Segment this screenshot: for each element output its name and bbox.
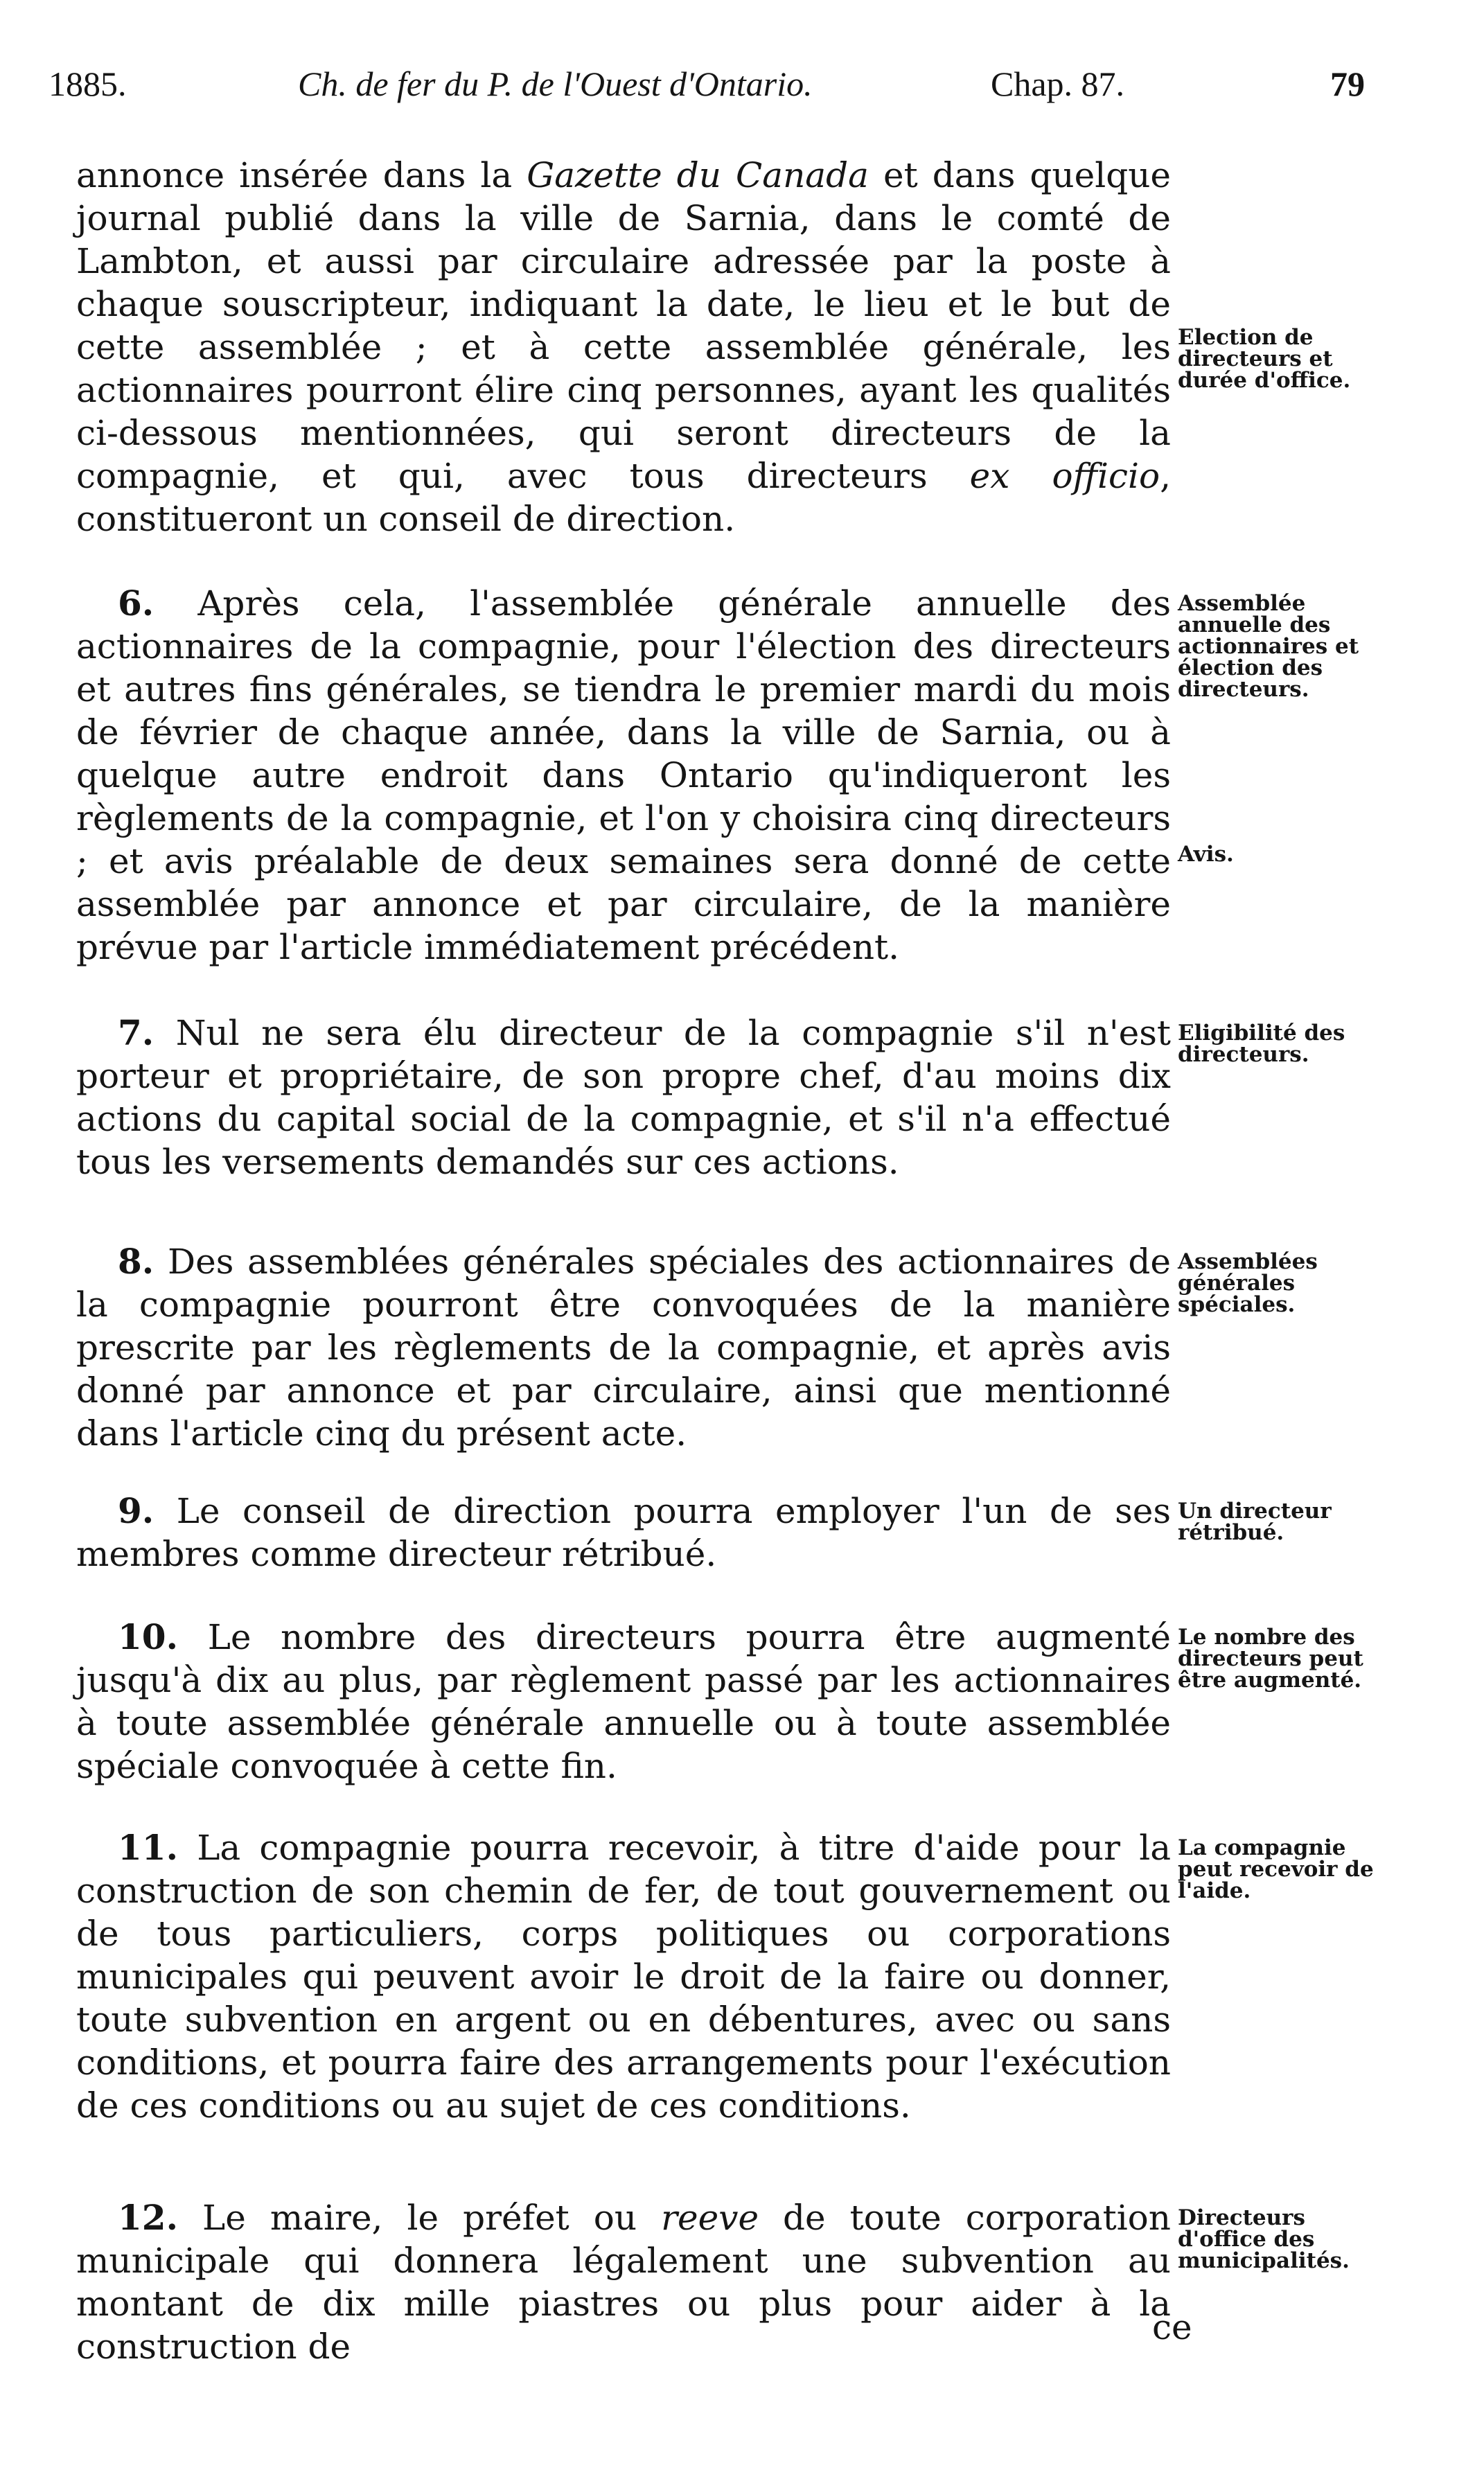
section-number: 9. [118,1490,154,1531]
intro-paragraph: annonce insérée dans la Gazette du Canada et dans quelque journal publié dans la ville de Sarnia, dans le comté de Lambton, et aussi par circulaire adressée par la poste à chaque souscripteur, indiquant la date, le lieu et le but de cette assemblée ; et à cette assemblée générale, les actionnaires pourront élire cinq personnes, ayant les qualités ci-dessous mentionnées, qui seront directeurs de la compagnie, et qui, avec tous directeurs ex officio, constitueront un conseil de direction. [76,155,1172,539]
header-title: Ch. de fer du P. de l'Ouest d'Ontario. [298,64,813,103]
ex-officio: ex officio [969,456,1160,496]
margin-note-eligibilite: Eligibilité des directeurs. [1178,1021,1345,1067]
section-9-text: 9. Le conseil de direction pourra employer l'un de ses membres comme directeur rétribué. [76,1490,1171,1574]
catchword: ce [1152,2307,1192,2347]
header-year: 1885. [48,64,127,103]
margin-note-avis: Avis. [1178,842,1234,867]
section-number: 12. [118,2197,178,2238]
section-7-text: 7. Nul ne sera élu directeur de la compagnie s'il n'est porteur et propriétaire, de son propre chef, d'au moins dix actions du capital social de la compagnie, et s'il n'a effectué tous les versements demandés sur ces actions. [76,1012,1171,1182]
section-8-text: 8. Des assemblées générales spéciales des actionnaires de la compagnie pourront être convoquées de la manière prescrite par les règlements de la compagnie, et après avis donné par annonce et par circulaire, ainsi que mentionné dans l'article cinq du présent acte. [76,1241,1171,1454]
section-12-text: 12. Le maire, le préfet ou reeve de toute corporation municipale qui donnera légalement une subvention au montant de dix mille piastres ou plus pour aider à la construction de [76,2197,1171,2367]
reeve-term: reeve [661,2198,759,2238]
margin-note-election: Election de directeurs et durée d'office. [1178,325,1351,393]
margin-note-nombre-directeurs: Le nombre des directeurs peut être augmenté. [1178,1625,1363,1693]
header-chapter: Chap. 87. [991,64,1125,103]
gazette-name: Gazette du Canada [527,155,869,195]
margin-note-assemblee-annuelle: Assemblée annuelle des actionnaires et élection des directeurs. [1178,591,1359,702]
section-number: 11. [118,1827,178,1868]
margin-note-assemblees-speciales: Assemblées générales spéciales. [1178,1249,1318,1317]
section-6-text: 6. Après cela, l'assemblée générale annuelle des actionnaires de la compagnie, pour l'élection des directeurs et autres fins générales, se tiendra le premier mardi du mois de février de chaque année, dans la ville de Sarnia, ou à quelque autre endroit dans Ontario qu'indiqueront les règlements de la compagnie, et l'on y choisira cinq directeurs ; et avis préalable de deux semaines sera donné de cette assemblée par annonce et par circulaire, de la manière prévue par l'article immédiatement précédent. [76,583,1171,967]
section-11-text: 11. La compagnie pourra recevoir, à titre d'aide pour la construction de son chemin de fer, de tout gouvernement ou de tous particuliers, corps politiques ou corporations municipales qui peuvent avoir le droit de la faire ou donner, toute subvention en argent ou en débentures, avec ou sans conditions, et pourra faire des arrangements pour l'exécution de ces conditions ou au sujet de ces conditions. [76,1827,1171,2126]
section-10-text: 10. Le nombre des directeurs pourra être augmenté jusqu'à dix au plus, par règlement passé par les actionnaires à toute assemblée générale annuelle ou à toute assemblée spéciale convoquée à cette fin. [76,1616,1171,1786]
section-number: 7. [118,1012,154,1053]
page-number: 79 [1330,64,1365,103]
margin-note-directeur-retribue: Un directeur rétribué. [1178,1499,1332,1545]
page-header [48,64,1365,112]
margin-note-aide: La compagnie peut recevoir de l'aide. [1178,1835,1374,1903]
section-number: 6. [118,583,154,624]
section-number: 10. [118,1616,178,1657]
section-number: 8. [118,1241,154,1282]
margin-note-directeurs-office: Directeurs d'office des municipalités. [1178,2205,1350,2273]
